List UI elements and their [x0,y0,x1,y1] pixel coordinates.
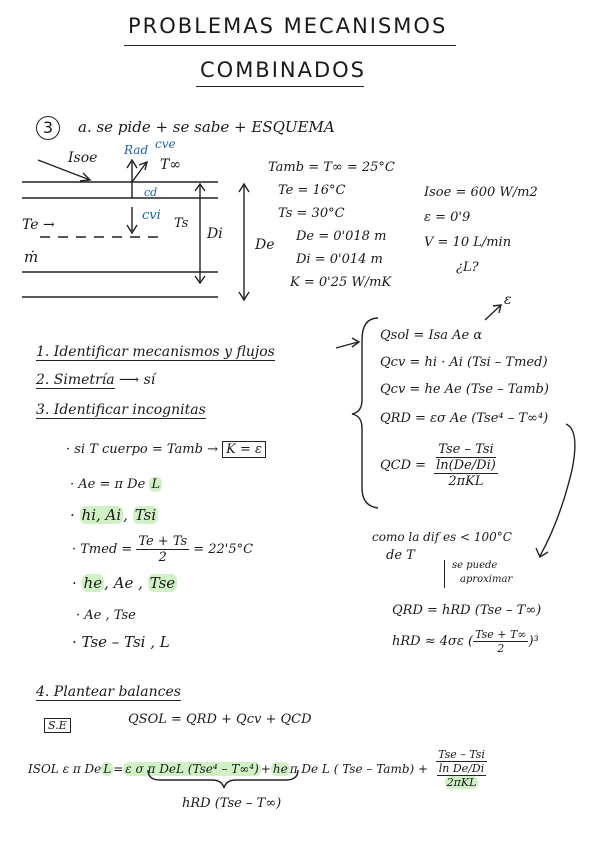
bullet-6: · Ae , Tse [76,608,136,623]
title-line1: PROBLEMAS MECANISMOS [128,14,448,38]
tmed-fraction: $\frac{Te + Ts}{2}$ [138,534,188,565]
bullet-4: · Tmed = $\frac{Te + Ts}{2}$ = 22'5°C [72,534,254,565]
bullet-7: · Tse – Tsi , L [72,633,170,651]
note-line3: se puede [452,560,498,571]
data-isoe: Isoe = 600 W/m2 [424,185,538,200]
label-cd: cd [144,186,158,199]
bullet-3: · hi, Ai , Tsi [70,506,157,524]
label-isoe: Isoe [68,150,98,166]
flux-qcd: QCD = Tse – Tsi ln(De/Di) 2πKL [380,442,496,489]
flux-qrd: QRD = εσ Ae (Tse⁴ – T∞⁴) [380,411,549,426]
qrd-approx: QRD = hRD (Tse – T∞) [392,603,542,618]
label-rad: Rad [124,143,149,157]
balance-fraction: Tse – Tsi ln De/Di 2πKL [438,748,485,789]
balance-eq1: QSOL = QRD + Qcv + QCD [128,712,312,727]
data-epsilon: ε = 0'9 [424,210,471,225]
step-2-label: 2. Simetría [36,372,115,388]
problem-number: 3 [36,116,60,140]
data-de: De = 0'018 m [296,229,387,244]
data-te: Te = 16°C [278,183,346,198]
step-4: 4. Plantear balances [36,684,181,700]
step-2-answer: sí [143,372,156,388]
label-te: Te → [22,217,55,233]
se-tag: S.E [44,718,71,733]
label-cvi: cvi [142,208,161,223]
label-ts: Ts [174,216,189,231]
bullet-5: · he , Ae , Tse [72,574,176,592]
label-di: Di [207,226,223,242]
brace-label: hRD (Tse – T∞) [182,796,282,811]
data-k: K = 0'25 W/mK [290,275,392,290]
hrd-fraction: $\frac{\text{Tse + T∞}}{2}$ [475,628,527,655]
balance-eq2: ISOL ε π De L = ε σ π DeL (Tse⁴ – T∞⁴) + he π De L ( Tse – Tamb) + Tse – Tsi ln De/Di 2πKL [28,748,485,789]
step-3: 3. Identificar incognitas [36,402,206,418]
problem-heading: a. se pide + se sabe + ESQUEMA [78,118,335,136]
flux-qsol: Qsol = Isa Ae α [380,328,483,343]
bullet-2: · Ae = π De L [70,477,161,492]
note-line2: de T [386,548,415,563]
title-line2: COMBINADOS [200,58,367,82]
flux-qcv-internal: Qcv = hi · Ai (Tsi – Tmed) [380,355,548,370]
note-line1: como la dif es < 100°C [372,530,512,544]
data-l: ¿L? [456,260,479,275]
label-mdot: ṁ [24,248,39,266]
bullet-1: · si T cuerpo = Tamb → K = ε [66,442,266,457]
data-ts: Ts = 30°C [278,206,345,221]
label-cve: cve [155,137,176,151]
flux-qcv-external: Qcv = he Ae (Tse – Tamb) [380,382,549,397]
arrow-icon: ⟶ [119,372,144,388]
data-di: Di = 0'014 m [296,252,383,267]
note-line4: aproximar [460,574,513,585]
step-1: 1. Identificar mecanismos y flujos [36,344,275,360]
label-tinf-diagram: T∞ [160,157,181,173]
data-tamb: Tamb = T∞ = 25°C [268,160,395,175]
data-v: V = 10 L/min [424,235,512,250]
bullet-dot: · [72,574,82,592]
epsilon-label: ε [504,292,512,308]
k-equals-epsilon-box: K = ε [222,441,266,458]
hrd-approx: hRD ≈ 4σε ( $\frac{\text{Tse + T∞}}{2}$ )³ [392,628,539,655]
label-de: De [255,237,275,253]
qcd-fraction: Tse – Tsi ln(De/Di) 2πKL [436,442,496,489]
bullet-dot: · [70,506,80,524]
